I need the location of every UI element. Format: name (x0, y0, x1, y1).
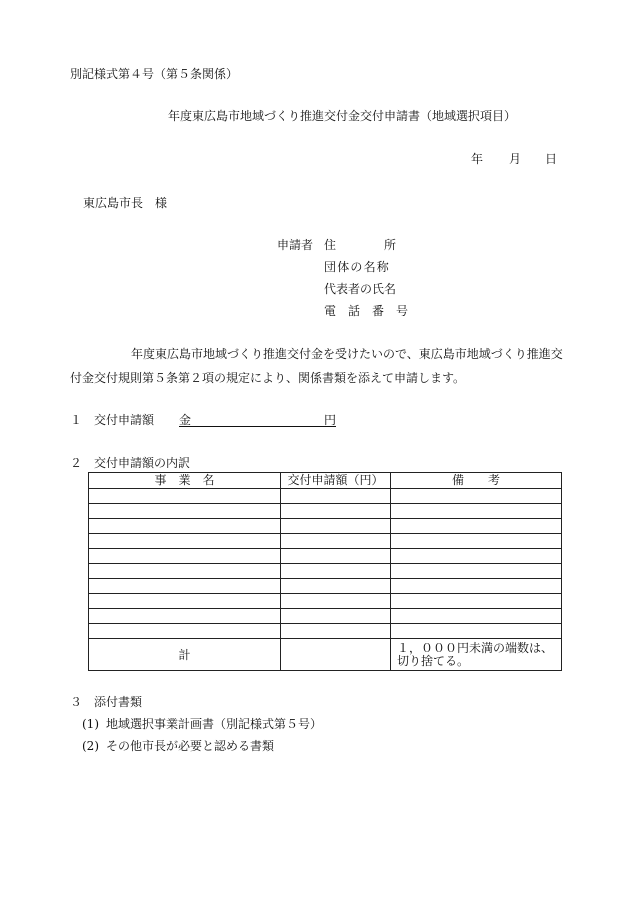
table-row (89, 549, 562, 564)
table-header-row (89, 473, 562, 489)
section-2-label: 交付申請額の内訳 (94, 456, 191, 470)
breakdown-table (88, 472, 562, 671)
cell-amount[interactable] (281, 594, 391, 609)
table-row (89, 579, 562, 594)
cell-remarks[interactable] (391, 624, 562, 639)
cell-amount[interactable] (281, 564, 391, 579)
cell-remarks[interactable] (391, 609, 562, 624)
total-label: 計 (89, 639, 281, 671)
header-amount: 交付申請額（円） (281, 473, 391, 489)
cell-amount[interactable] (281, 534, 391, 549)
date-year-label: 年 (471, 152, 484, 166)
cell-amount[interactable] (281, 519, 391, 534)
cell-project-name[interactable] (89, 564, 281, 579)
cell-project-name[interactable] (89, 624, 281, 639)
cell-project-name[interactable] (89, 594, 281, 609)
section-2-number: ２ (70, 456, 83, 470)
section-1-number: １ (70, 413, 83, 427)
cell-remarks[interactable] (391, 534, 562, 549)
attachment-text: 地域選択事業計画書（別記様式第５号） (106, 717, 323, 731)
section-3-label: 添付書類 (94, 695, 143, 709)
cell-remarks[interactable] (391, 549, 562, 564)
cell-remarks[interactable] (391, 489, 562, 504)
date-month-label: 月 (509, 152, 522, 166)
form-reference: 別記様式第４号（第５条関係） (70, 67, 239, 81)
section-1-label: 交付申請額 (94, 413, 155, 427)
rounding-note (391, 639, 562, 671)
application-body-line-1: 年度東広島市地域づくり推進交付金を受けたいので、東広島市地域づくり推進交 (131, 347, 563, 361)
cell-amount[interactable] (281, 504, 391, 519)
cell-amount[interactable] (281, 624, 391, 639)
cell-project-name[interactable] (89, 489, 281, 504)
cell-project-name[interactable] (89, 609, 281, 624)
applicant-org-name-label: 団体の名称 (324, 260, 391, 274)
cell-project-name[interactable] (89, 579, 281, 594)
table-row (89, 564, 562, 579)
cell-remarks[interactable] (391, 504, 562, 519)
total-amount-cell[interactable] (281, 639, 391, 671)
cell-project-name[interactable] (89, 519, 281, 534)
header-remarks: 備 考 (391, 473, 562, 489)
cell-remarks[interactable] (391, 564, 562, 579)
header-project-name: 事 業 名 (89, 473, 281, 489)
attachment-number: (2) (82, 739, 99, 753)
table-row (89, 534, 562, 549)
table-row (89, 609, 562, 624)
addressee: 東広島市長 様 (83, 196, 168, 210)
cell-remarks[interactable] (391, 594, 562, 609)
table-row (89, 504, 562, 519)
application-body-line-2: 付金交付規則第５条第２項の規定により、関係書類を添えて申請します。 (70, 371, 466, 385)
table-row (89, 594, 562, 609)
table-row (89, 624, 562, 639)
applicant-address-label: 住 所 (324, 238, 397, 252)
cell-amount[interactable] (281, 579, 391, 594)
table-total-row (89, 639, 562, 671)
rounding-note-line-2: 切り捨てる。 (397, 653, 470, 668)
cell-amount[interactable] (281, 609, 391, 624)
section-3-number: ３ (70, 695, 83, 709)
cell-remarks[interactable] (391, 519, 562, 534)
cell-amount[interactable] (281, 549, 391, 564)
cell-project-name[interactable] (89, 534, 281, 549)
amount-prefix: 金 (179, 413, 192, 427)
table-row (89, 519, 562, 534)
cell-project-name[interactable] (89, 504, 281, 519)
cell-project-name[interactable] (89, 549, 281, 564)
date-day-label: 日 (545, 152, 558, 166)
applicant-rep-name-label: 代表者の氏名 (324, 282, 397, 296)
rounding-note-line-1: １，０００円未満の端数は、 (397, 640, 554, 655)
amount-underline (179, 426, 336, 427)
cell-amount[interactable] (281, 489, 391, 504)
applicant-label: 申請者 (277, 238, 314, 252)
attachment-number: (1) (82, 717, 99, 731)
amount-suffix: 円 (324, 413, 337, 427)
cell-remarks[interactable] (391, 579, 562, 594)
table-row (89, 489, 562, 504)
document-title: 年度東広島市地域づくり推進交付金交付申請書（地域選択項目） (168, 109, 517, 123)
applicant-phone-label: 電 話 番 号 (324, 304, 409, 318)
attachment-text: その他市長が必要と認める書類 (106, 739, 275, 753)
